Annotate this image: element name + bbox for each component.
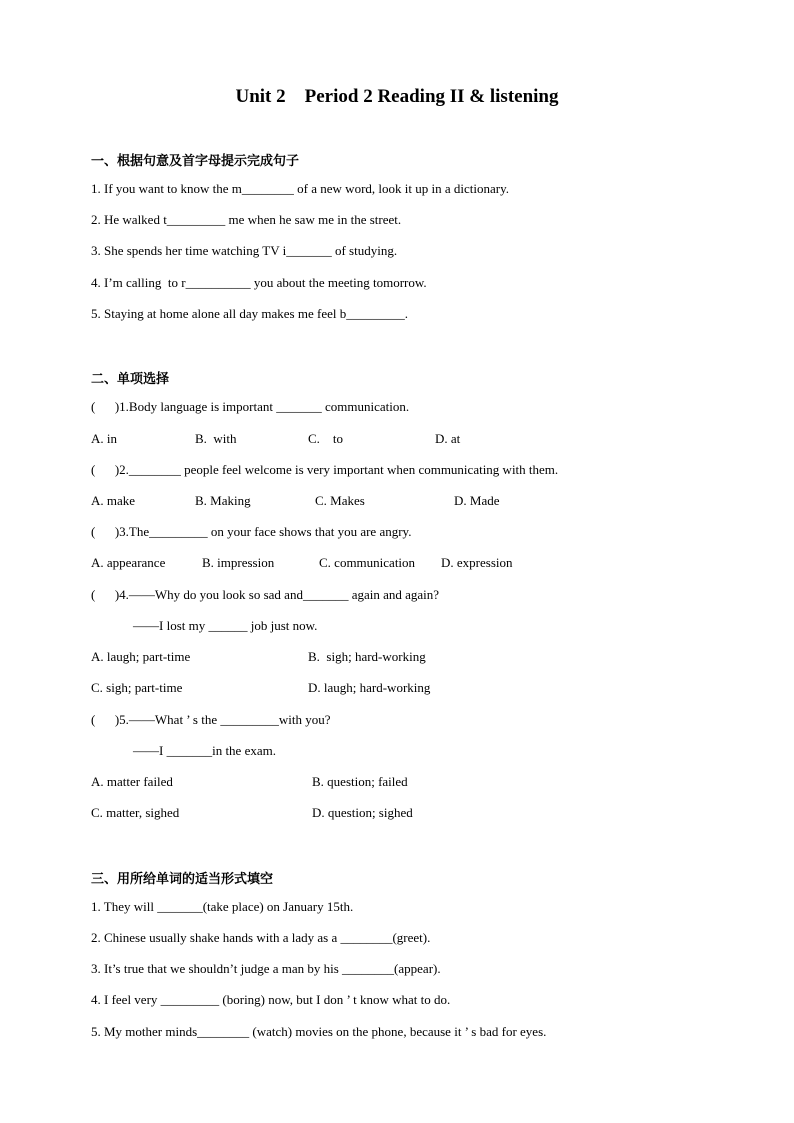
fill-item: 4. I feel very _________ (boring) now, but I don ’ t know what to do.: [91, 992, 451, 1007]
option-c: C. matter, sighed: [91, 805, 180, 820]
option-c: C. communication: [319, 555, 416, 570]
option-d: D. Made: [454, 493, 500, 508]
sentence-item: 1. If you want to know the m________ of a new word, look it up in a dictionary.: [91, 181, 509, 196]
fill-item: 3. It’s true that we shouldn’t judge a man by his ________(appear).: [91, 961, 441, 976]
option-d: D. expression: [441, 555, 513, 570]
option-d: D. laugh; hard-working: [308, 680, 431, 695]
sentence-item: 2. He walked t_________ me when he saw me in the street.: [91, 212, 402, 227]
question-stem: ( )4.——Why do you look so sad and_______ again and again?: [91, 587, 440, 602]
option-c: C. to: [308, 431, 344, 446]
option-b: B. question; failed: [312, 774, 408, 789]
fill-item: 2. Chinese usually shake hands with a lady as a ________(greet).: [91, 930, 431, 945]
option-c: C. Makes: [315, 493, 365, 508]
option-b: B. with: [195, 431, 237, 446]
sentence-item: 5. Staying at home alone all day makes me feel b_________.: [91, 306, 408, 321]
option-a: A. in: [91, 431, 117, 446]
question-stem: ( )2.________ people feel welcome is very important when communicating with them.: [91, 462, 559, 477]
option-b: B. impression: [202, 555, 275, 570]
question-stem-reply: ——I _______in the exam.: [133, 743, 276, 758]
sentence-item: 4. I’m calling to r__________ you about the meeting tomorrow.: [91, 275, 427, 290]
option-b: B. sigh; hard-working: [308, 649, 426, 664]
section-heading-1: 一、根据句意及首字母提示完成句子: [91, 154, 300, 169]
question-stem: ( )5.——What ’ s the _________with you?: [91, 712, 331, 727]
section-heading-3: 三、用所给单词的适当形式填空: [91, 872, 274, 887]
option-a: A. make: [91, 493, 136, 508]
section-heading-2: 二、单项选择: [91, 372, 170, 387]
question-stem: ( )1.Body language is important _______ communication.: [91, 399, 410, 414]
sentence-item: 3. She spends her time watching TV i_______ of studying.: [91, 243, 398, 258]
option-d: D. question; sighed: [312, 805, 413, 820]
option-a: A. appearance: [91, 555, 166, 570]
option-d: D. at: [435, 431, 461, 446]
option-a: A. laugh; part-time: [91, 649, 191, 664]
page-title: Unit 2 Period 2 Reading II & listening: [235, 86, 559, 107]
option-c: C. sigh; part-time: [91, 680, 183, 695]
fill-item: 1. They will _______(take place) on January 15th.: [91, 899, 354, 914]
option-b: B. Making: [195, 493, 251, 508]
question-stem: ( )3.The_________ on your face shows that you are angry.: [91, 524, 412, 539]
option-a: A. matter failed: [91, 774, 173, 789]
fill-item: 5. My mother minds________ (watch) movies on the phone, because it ’ s bad for eyes.: [91, 1024, 547, 1039]
question-stem-reply: ——I lost my ______ job just now.: [133, 618, 318, 633]
